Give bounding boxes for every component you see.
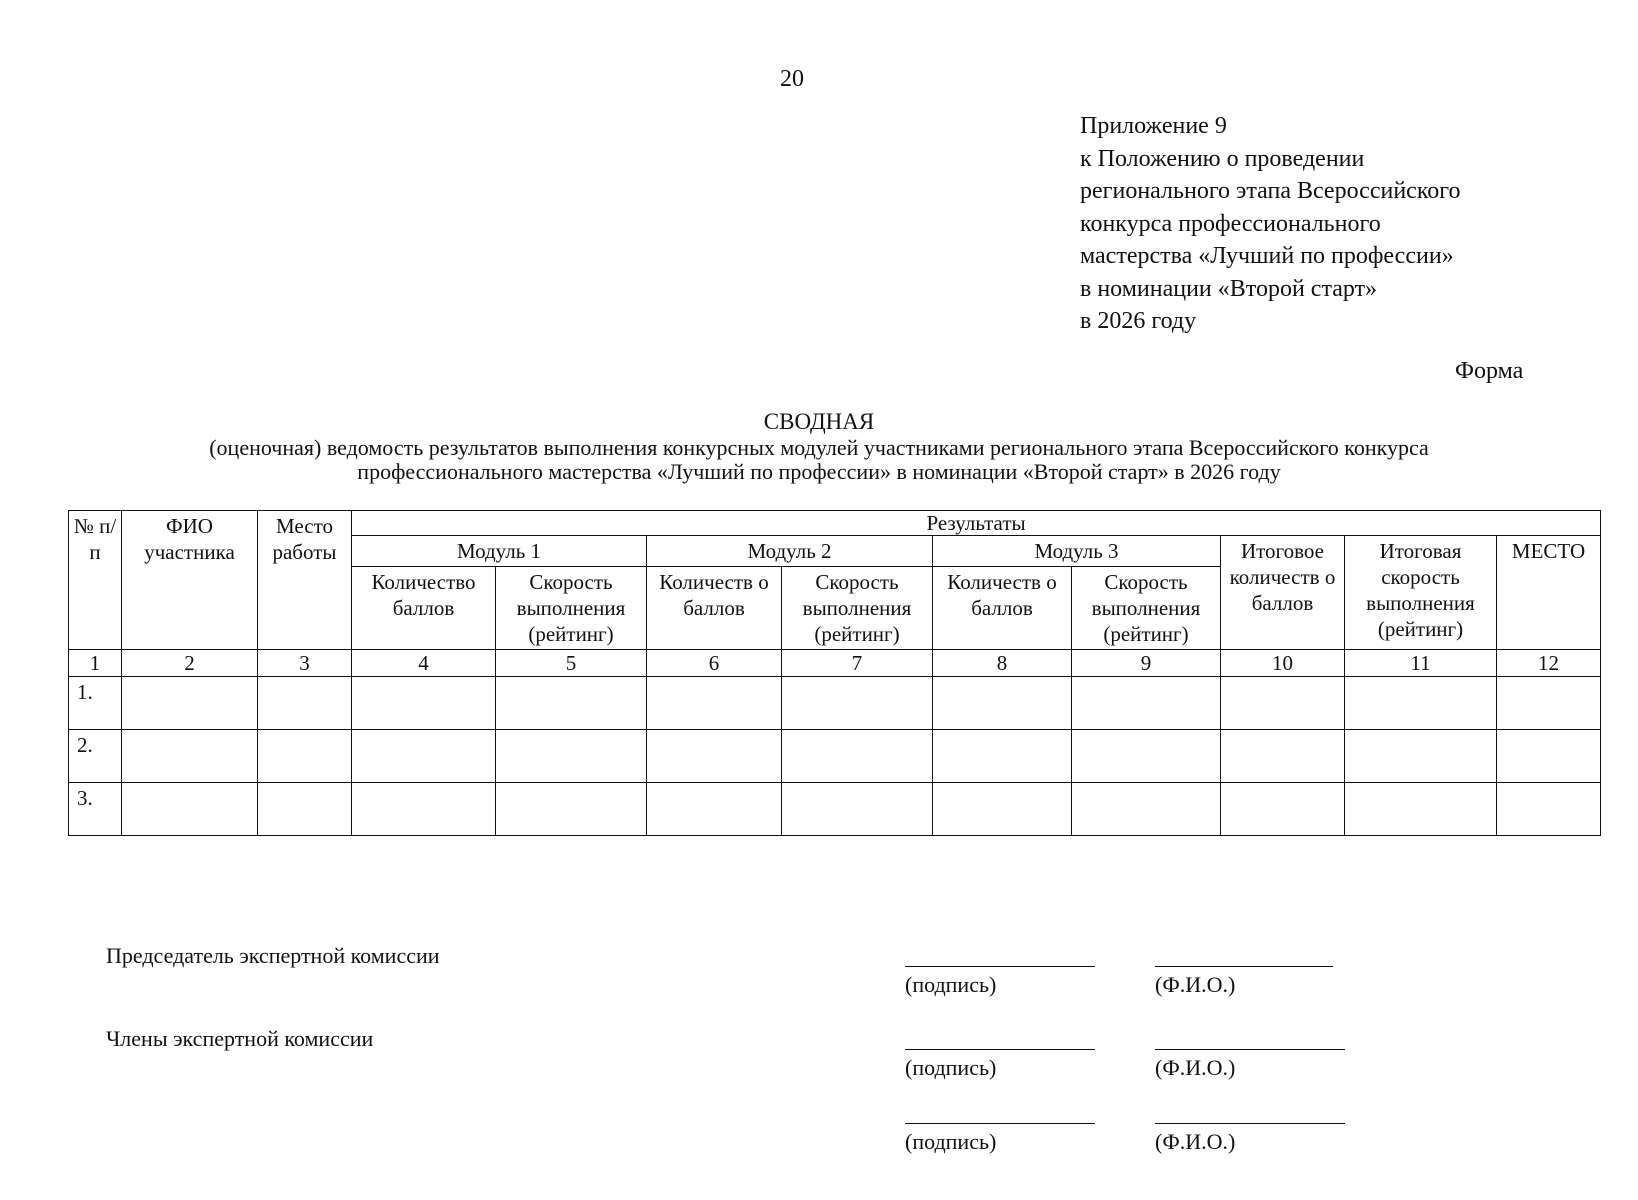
table-cell (647, 677, 782, 730)
table-cell (258, 677, 352, 730)
title-main: СВОДНАЯ (763, 409, 875, 434)
column-number: 11 (1345, 650, 1497, 677)
column-number: 5 (496, 650, 647, 677)
table-cell (1497, 677, 1601, 730)
column-number: 7 (782, 650, 933, 677)
column-number: 9 (1072, 650, 1221, 677)
table-cell (1221, 783, 1345, 836)
signature-line (905, 1123, 1095, 1124)
column-number: 2 (122, 650, 258, 677)
appendix-line: регионального этапа Всероссийского (1080, 178, 1461, 204)
table-cell (496, 730, 647, 783)
header-m2-speed: Скорость выполнения (рейтинг) (782, 567, 933, 650)
form-label: Форма (1455, 358, 1524, 384)
signature-line (905, 966, 1095, 967)
table-cell (1221, 730, 1345, 783)
chairman-label: Председатель экспертной комиссии (106, 943, 440, 968)
name-caption: (Ф.И.О.) (1155, 1055, 1236, 1080)
table-cell (1497, 730, 1601, 783)
header-m3-speed: Скорость выполнения (рейтинг) (1072, 567, 1221, 650)
column-number: 6 (647, 650, 782, 677)
members-label: Члены экспертной комиссии (106, 1026, 374, 1051)
header-m1-speed: Скорость выполнения (рейтинг) (496, 567, 647, 650)
column-number: 12 (1497, 650, 1601, 677)
name-line (1155, 1049, 1345, 1050)
column-number: 10 (1221, 650, 1345, 677)
table-cell (933, 730, 1072, 783)
column-number: 1 (69, 650, 122, 677)
column-number: 4 (352, 650, 496, 677)
header-m1-points: Количество баллов (352, 567, 496, 650)
signature-caption: (подпись) (905, 1055, 997, 1080)
table-cell (258, 730, 352, 783)
table-cell (1072, 783, 1221, 836)
column-number-row (69, 650, 1601, 677)
header-module-2: Модуль 2 (647, 536, 933, 567)
table-row (69, 783, 1601, 836)
results-table (68, 510, 1601, 836)
table-cell (496, 677, 647, 730)
title-line: (оценочная) ведомость результатов выполнения конкурсных модулей участниками регионального этапа Всероссийского конкурса (209, 435, 1429, 460)
table-cell (1221, 677, 1345, 730)
table-cell (122, 783, 258, 836)
table-cell (933, 677, 1072, 730)
row-number: 2. (69, 730, 122, 783)
header-fio: ФИО участника (122, 511, 258, 650)
row-number: 1. (69, 677, 122, 730)
header-m2-points: Количеств о баллов (647, 567, 782, 650)
appendix-line: в 2026 году (1080, 308, 1197, 334)
signature-caption: (подпись) (905, 1129, 997, 1154)
name-line (1155, 1123, 1345, 1124)
table-cell (782, 677, 933, 730)
table-cell (496, 783, 647, 836)
header-total-points: Итоговое количеств о баллов (1221, 536, 1345, 650)
header-module-1: Модуль 1 (352, 536, 647, 567)
table-row (69, 730, 1601, 783)
table-cell (258, 783, 352, 836)
column-number: 8 (933, 650, 1072, 677)
table-cell (647, 783, 782, 836)
title-line: профессионального мастерства «Лучший по профессии» в номинации «Второй старт» в 2026 году (357, 459, 1281, 484)
column-number: 3 (258, 650, 352, 677)
signature-line (905, 1049, 1095, 1050)
table-cell (782, 730, 933, 783)
header-results: Результаты (352, 511, 1601, 536)
header-module-3: Модуль 3 (933, 536, 1221, 567)
appendix-line: к Положению о проведении (1080, 145, 1365, 172)
table-cell (122, 730, 258, 783)
appendix-line: в номинации «Второй старт» (1080, 275, 1378, 302)
table-cell (352, 783, 496, 836)
signature-caption: (подпись) (905, 972, 997, 997)
table-cell (1345, 677, 1497, 730)
appendix-line: мастерства «Лучший по профессии» (1080, 243, 1454, 269)
header-num: № п/п (69, 511, 122, 650)
appendix-line: Приложение 9 (1080, 113, 1227, 139)
table-cell (782, 783, 933, 836)
header-place: МЕСТО (1497, 536, 1601, 650)
table-cell (933, 783, 1072, 836)
row-number: 3. (69, 783, 122, 836)
table-cell (1072, 730, 1221, 783)
header-total-speed: Итоговая скорость выполнения (рейтинг) (1345, 536, 1497, 650)
name-caption: (Ф.И.О.) (1155, 1129, 1236, 1154)
page-number: 20 (780, 66, 804, 92)
name-line (1155, 966, 1333, 967)
appendix-block (1080, 110, 1461, 338)
table-cell (122, 677, 258, 730)
name-caption: (Ф.И.О.) (1155, 972, 1236, 997)
table-cell (352, 677, 496, 730)
header-workplace: Место работы (258, 511, 352, 650)
header-m3-points: Количеств о баллов (933, 567, 1072, 650)
table-cell (1072, 677, 1221, 730)
table-cell (1345, 783, 1497, 836)
table-row (69, 677, 1601, 730)
table-cell (1345, 730, 1497, 783)
table-cell (352, 730, 496, 783)
document-title (0, 408, 1638, 484)
table-cell (1497, 783, 1601, 836)
appendix-line: конкурса профессионального (1080, 210, 1381, 237)
table-cell (647, 730, 782, 783)
